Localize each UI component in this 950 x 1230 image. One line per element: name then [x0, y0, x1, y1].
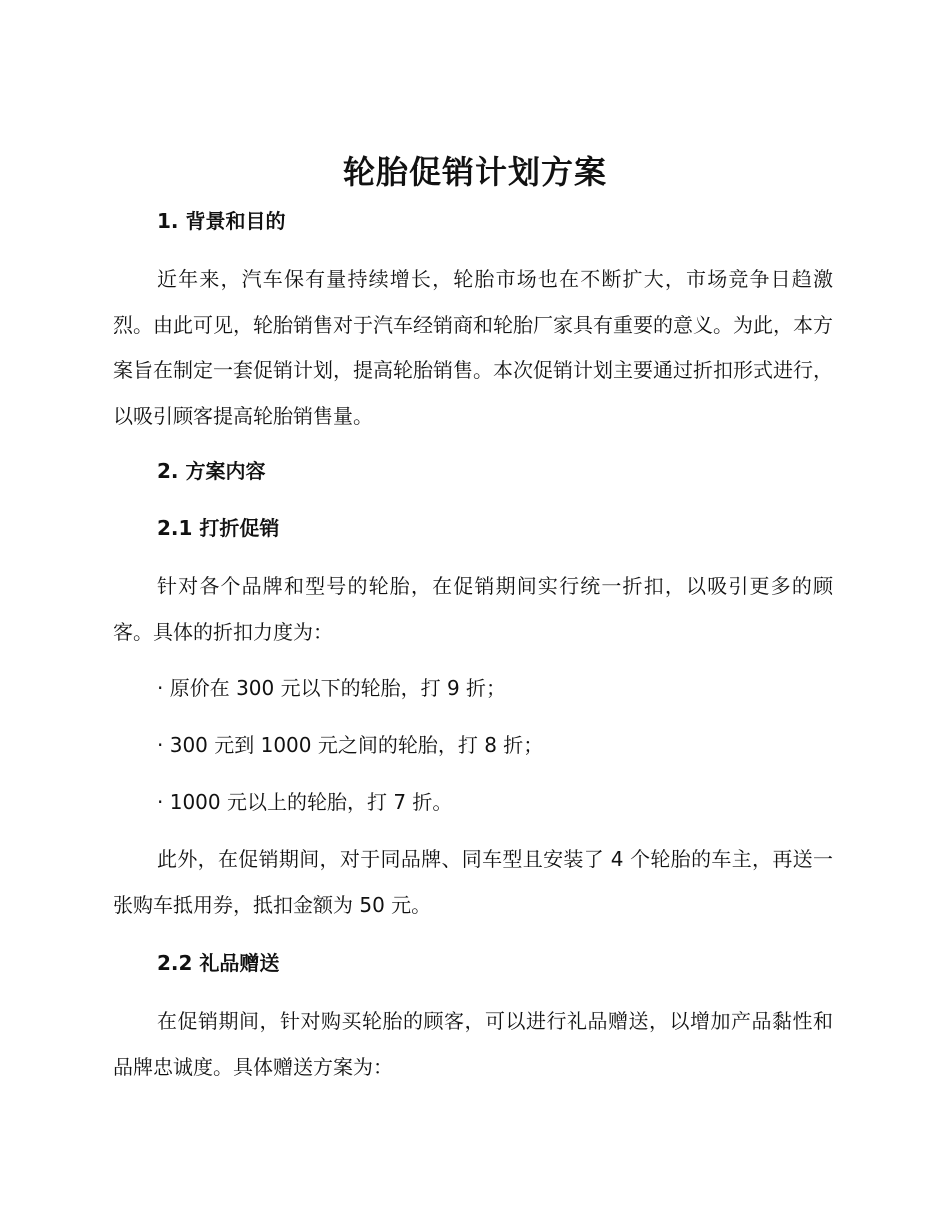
subsection-2-1-extra: 此外，在促销期间，对于同品牌、同车型且安装了 4 个轮胎的车主，再送一张购车抵用券，抵扣金额为 50 元。 [113, 847, 833, 917]
subsection-2-1-heading: 2.1 打折促销 [157, 516, 280, 540]
document-title: 轮胎促销计划方案 [342, 153, 607, 191]
discount-item: · 300 元到 1000 元之间的轮胎，打 8 折； [157, 733, 544, 757]
section-1-heading: 1. 背景和目的 [157, 209, 286, 233]
discount-item: · 1000 元以上的轮胎，打 7 折。 [157, 790, 453, 814]
subsection-2-2-heading: 2.2 礼品赠送 [157, 951, 280, 975]
subsection-2-2-intro: 在促销期间，针对购买轮胎的顾客，可以进行礼品赠送，以增加产品黏性和品牌忠诚度。具体赠送方案为： [113, 1009, 833, 1079]
discount-item: · 原价在 300 元以下的轮胎，打 9 折； [157, 676, 507, 700]
subsection-2-1-intro: 针对各个品牌和型号的轮胎，在促销期间实行统一折扣，以吸引更多的顾客。具体的折扣力度为： [113, 574, 833, 644]
section-1-paragraph: 近年来，汽车保有量持续增长，轮胎市场也在不断扩大，市场竞争日趋激烈。由此可见，轮胎销售对于汽车经销商和轮胎厂家具有重要的意义。为此，本方案旨在制定一套促销计划，提高轮胎销售。本次促销计划主要通过折扣形式进行，以吸引顾客提高轮胎销售量。 [113, 267, 833, 428]
section-2-heading: 2. 方案内容 [157, 459, 266, 483]
